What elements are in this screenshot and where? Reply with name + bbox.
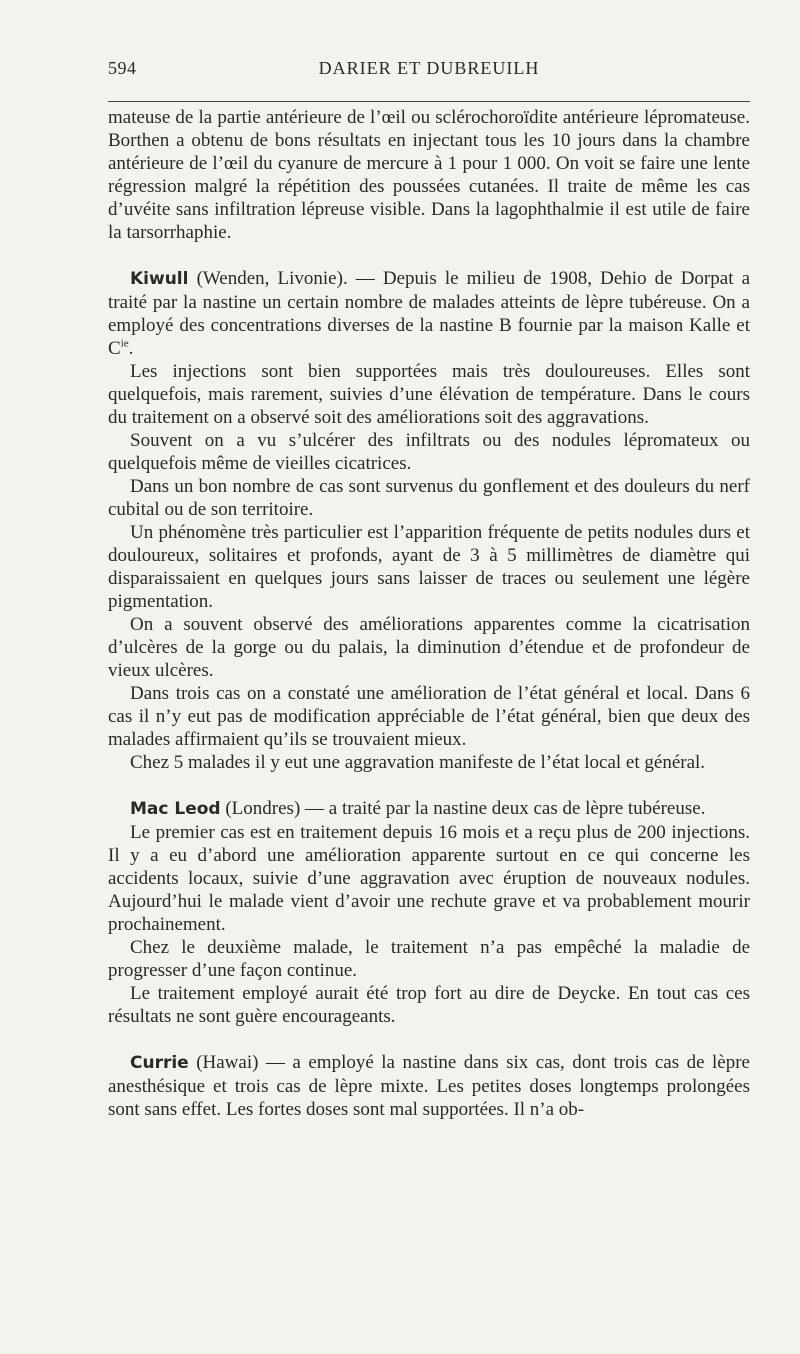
author-name: Currie	[130, 1053, 189, 1073]
paragraph: Chez 5 malades il y eut une aggravation manifeste de l’état local et général.	[130, 752, 706, 773]
paragraph: mateuse de la partie antérieure de l’œil ou sclérochoroïdite antérieure lépromateuse. Borthen a obtenu de bons résultats en injectant tous les 10 jours dans la chambre antérieure de l’œil du cyanure de mercure à 1 pour 1 000. On voit se faire une lente régression malgré la répétition des poussées cutanées. Il traite de même les cas d’uvéite sans infiltration lépreuse visible. Dans la lagophthalmie il est utile de faire la tarsorrhaphie.	[108, 107, 750, 243]
paragraph: Le premier cas est en traitement depuis 16 mois et a reçu plus de 200 injections. Il y a eu d’abord une amélioration apparente surtout en ce qui concerne les accidents locaux, suivie d’une aggravation avec éruption de nouveaux nodules. Aujourd’hui le malade vient d’avoir une rechute grave et va probablement mourir prochainement.	[108, 822, 750, 935]
body-text	[108, 106, 750, 1121]
paragraph: On a souvent observé des améliorations apparentes comme la cicatrisation d’ulcères de la gorge ou du palais, la diminution d’étendue et de profondeur de vieux ulcères.	[108, 614, 750, 681]
paragraph: Dans un bon nombre de cas sont survenus du gonflement et des douleurs du nerf cubital ou de son territoire.	[108, 476, 750, 520]
header-rule	[108, 101, 750, 102]
paragraph-macleod: Mac Leod (Londres) — a traité par la nastine deux cas de lèpre tubéreuse.	[130, 798, 706, 819]
paragraph: Les injections sont bien supportées mais très douloureuses. Elles sont quelquefois, mais rarement, suivies d’une élévation de température. Dans le cours du traitement on a observé soit des améliorations soit des aggravations.	[108, 361, 750, 428]
author-name: Kiwull	[130, 269, 189, 289]
paragraph-kiwull: Kiwull (Wenden, Livonie). — Depuis le milieu de 1908, Dehio de Dorpat a traité par la nastine un certain nombre de malades atteints de lèpre tubéreuse. On a employé des concentrations diverses de la nastine B fournie par la maison Kalle et $C^{ie}$.	[108, 268, 750, 359]
paragraph: Dans trois cas on a constaté une amélioration de l’état général et local. Dans 6 cas il n’y eut pas de modification appréciable de l’état général, bien que deux des malades affirmaient qu’ils se trouvaient mieux.	[108, 683, 750, 750]
paragraph: Un phénomène très particulier est l’apparition fréquente de petits nodules durs et douloureux, solitaires et profonds, ayant de 3 à 5 millimètres de diamètre qui disparaissaient en quelques jours sans laisser de traces ou seulement une légère pigmentation.	[108, 522, 750, 612]
superscript: ie	[120, 337, 129, 350]
paragraph: Chez le deuxième malade, le traitement n’a pas empêché la maladie de progresser d’une façon continue.	[108, 937, 750, 981]
paragraph-currie: Currie (Hawai) — a employé la nastine dans six cas, dont trois cas de lèpre anesthésique et trois cas de lèpre mixte. Les petites doses longtemps prolongées sont sans effet. Les fortes doses sont mal supportées. Il n’a ob-	[108, 1052, 750, 1120]
running-header	[108, 58, 750, 86]
running-title: DARIER ET DUBREUILH	[318, 58, 540, 78]
page-number: 594	[108, 58, 137, 78]
paragraph: Le traitement employé aurait été trop fort au dire de Deycke. En tout cas ces résultats ne sont guère encourageants.	[108, 983, 750, 1027]
paragraph: Souvent on a vu s’ulcérer des infiltrats ou des nodules lépromateux ou quelquefois même de vieilles cicatrices.	[108, 430, 750, 474]
author-name: Mac Leod	[130, 799, 221, 819]
